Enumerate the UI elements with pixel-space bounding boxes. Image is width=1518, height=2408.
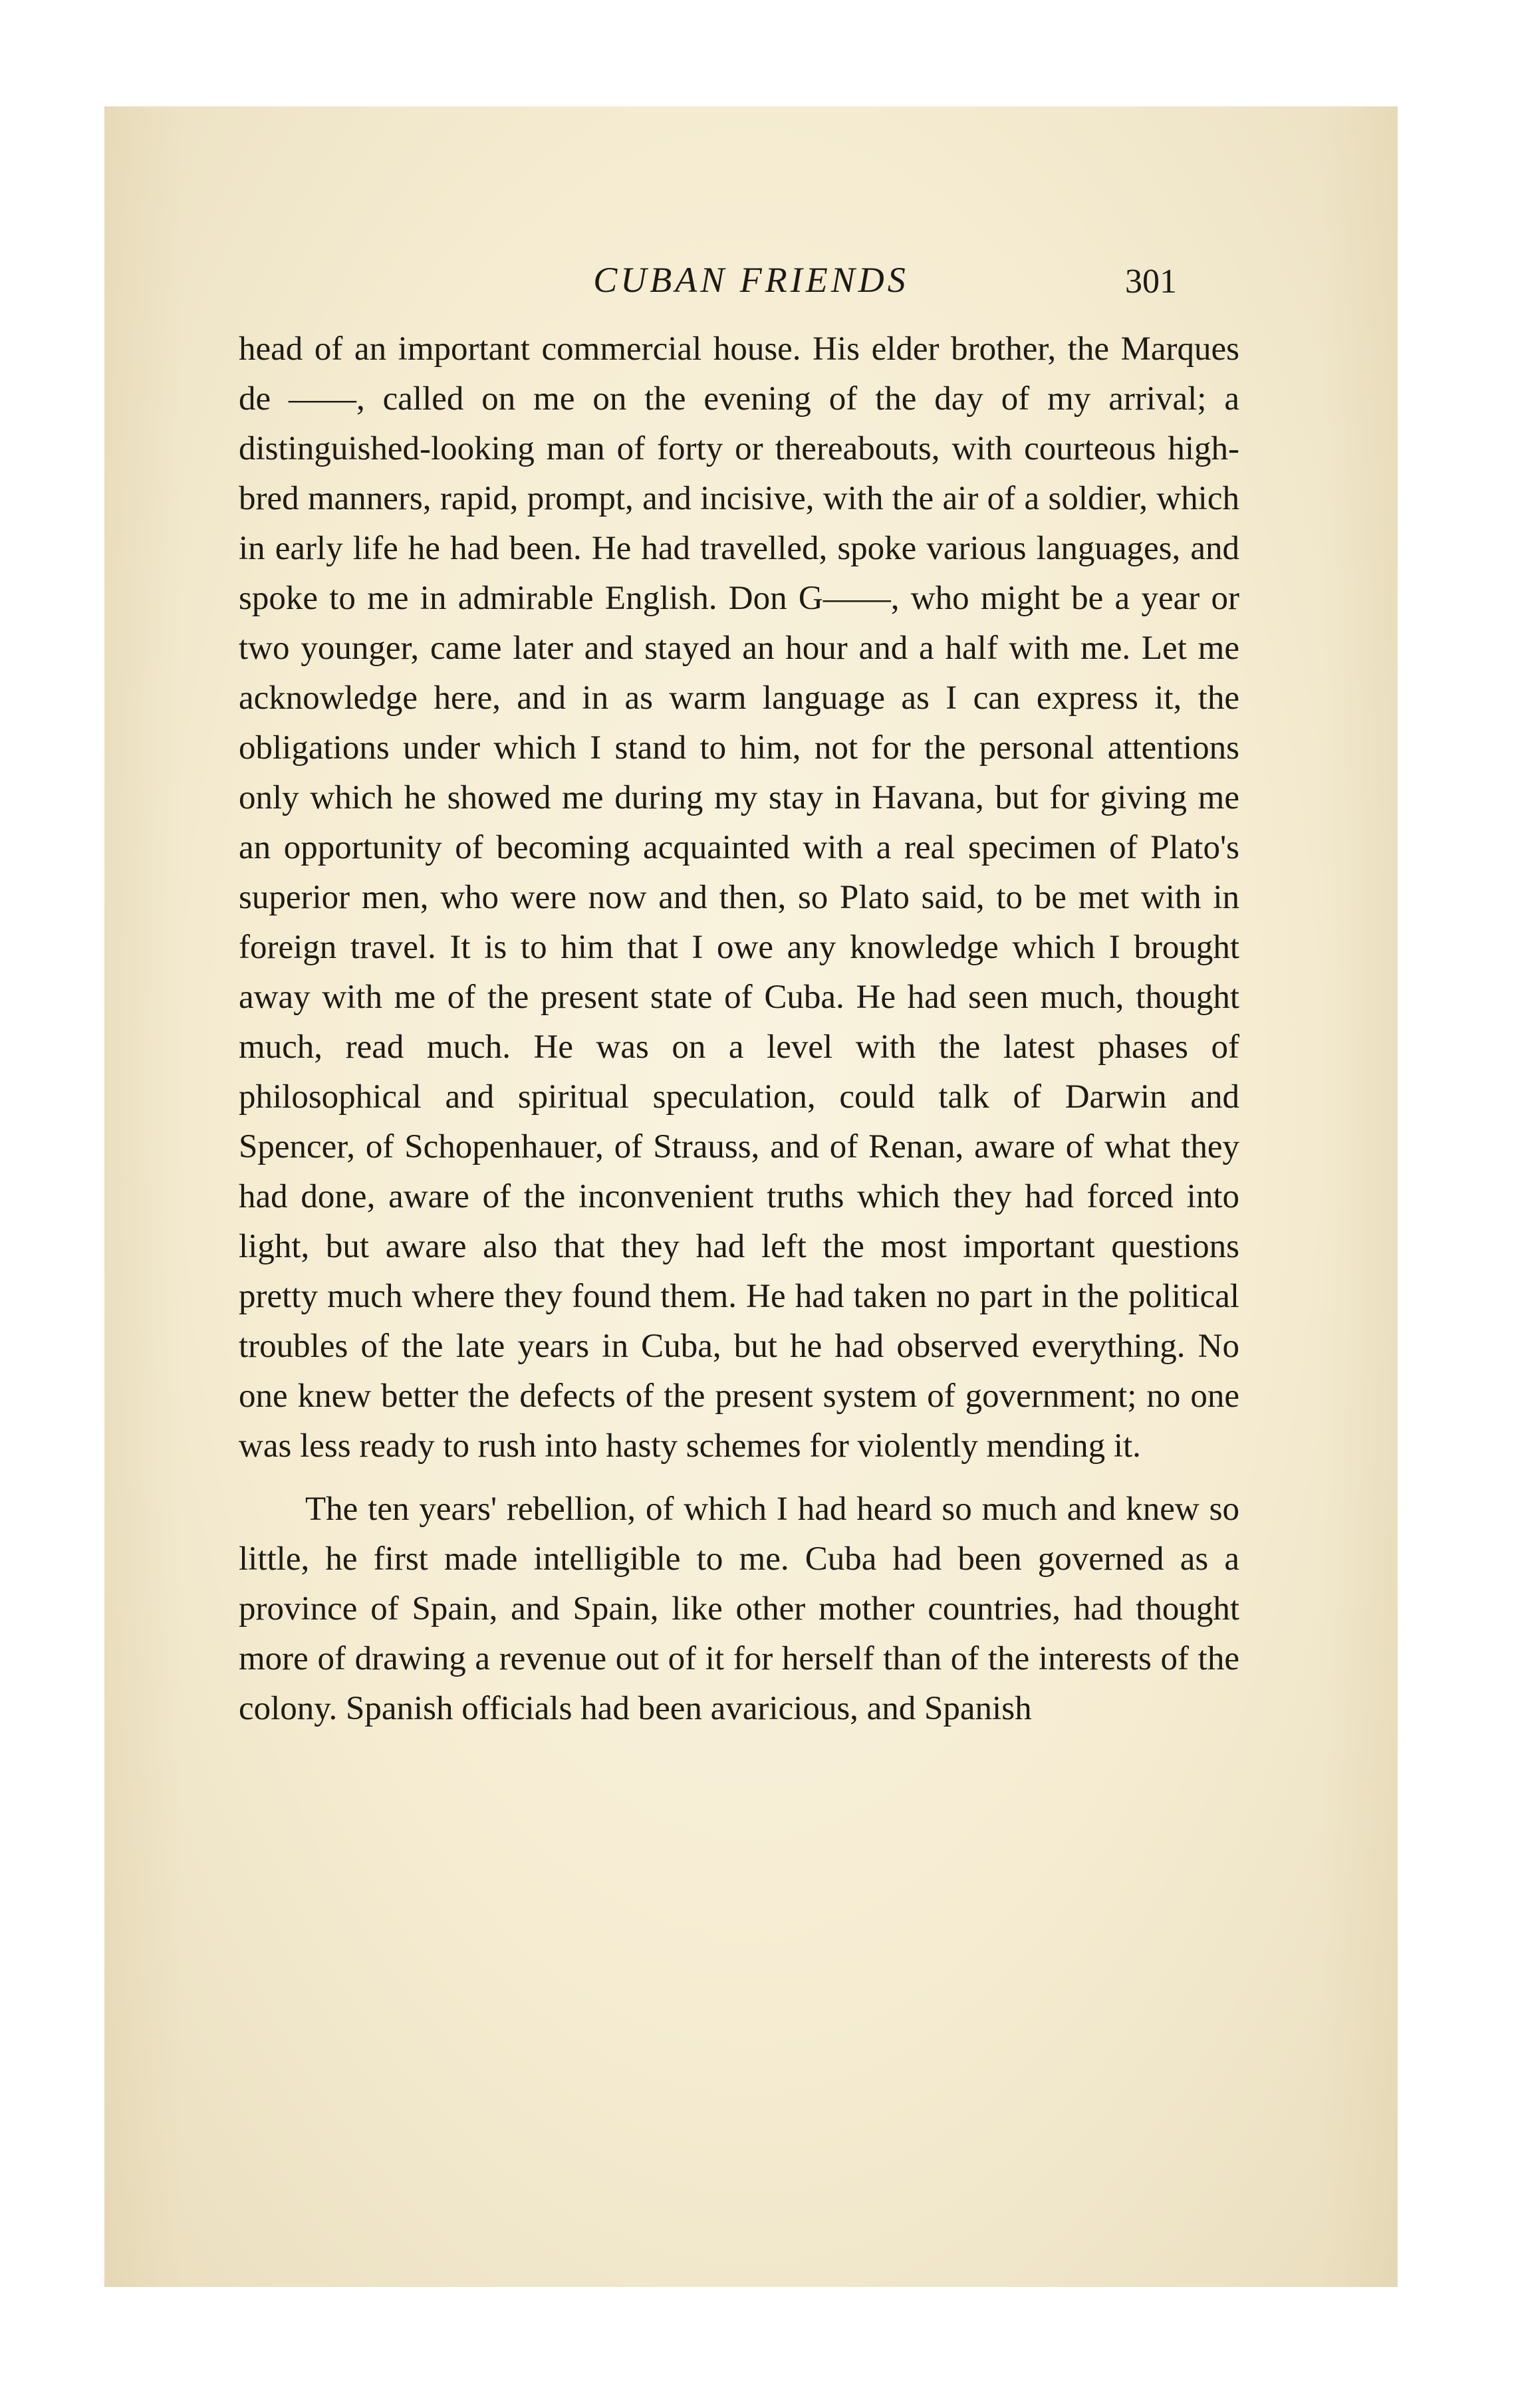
page-header	[104, 259, 1398, 312]
paragraph: head of an important commercial house. His elder brother, the Marques de ——, called on me on the evening of the day of my arrival; a distinguished-looking man of forty or thereabouts, with courteous high-bred manners, rapid, prompt, and incisive, with the air of a soldier, which in early life he had been. He had travelled, spoke various languages, and spoke to me in admirable English. Don G——, who might be a year or two younger, came later and stayed an hour and a half with me. Let me acknowledge here, and in as warm language as I can express it, the obligations under which I stand to him, not for the personal attentions only which he showed me during my stay in Havana, but for giving me an opportunity of becoming acquainted with a real specimen of Plato's superior men, who were now and then, so Plato said, to be met with in foreign travel. It is to him that I owe any knowledge which I brought away with me of the present state of Cuba. He had seen much, thought much, read much. He was on a level with the latest phases of philosophical and spiritual speculation, could talk of Darwin and Spencer, of Schopenhauer, of Strauss, and of Renan, aware of what they had done, aware of the inconvenient truths which they had forced into light, but aware also that they had left the most important questions pretty much where they found them. He had taken no part in the political troubles of the late years in Cuba, but he had observed everything. No one knew better the defects of the present system of government; no one was less ready to rush into hasty schemes for violently mending it.	[239, 330, 1239, 1465]
paragraph: The ten years' rebellion, of which I had heard so much and knew so little, he first made intelligible to me. Cuba had been governed as a province of Spain, and Spain, like other mother countries, had thought more of drawing a revenue out of it for herself than of the interests of the colony. Spanish officials had been avaricious, and Spanish	[239, 1491, 1239, 1727]
running-title: CUBAN FRIENDS	[593, 260, 909, 300]
body-text	[239, 324, 1239, 1734]
page-number: 301	[1125, 263, 1177, 301]
book-page	[104, 106, 1398, 2287]
